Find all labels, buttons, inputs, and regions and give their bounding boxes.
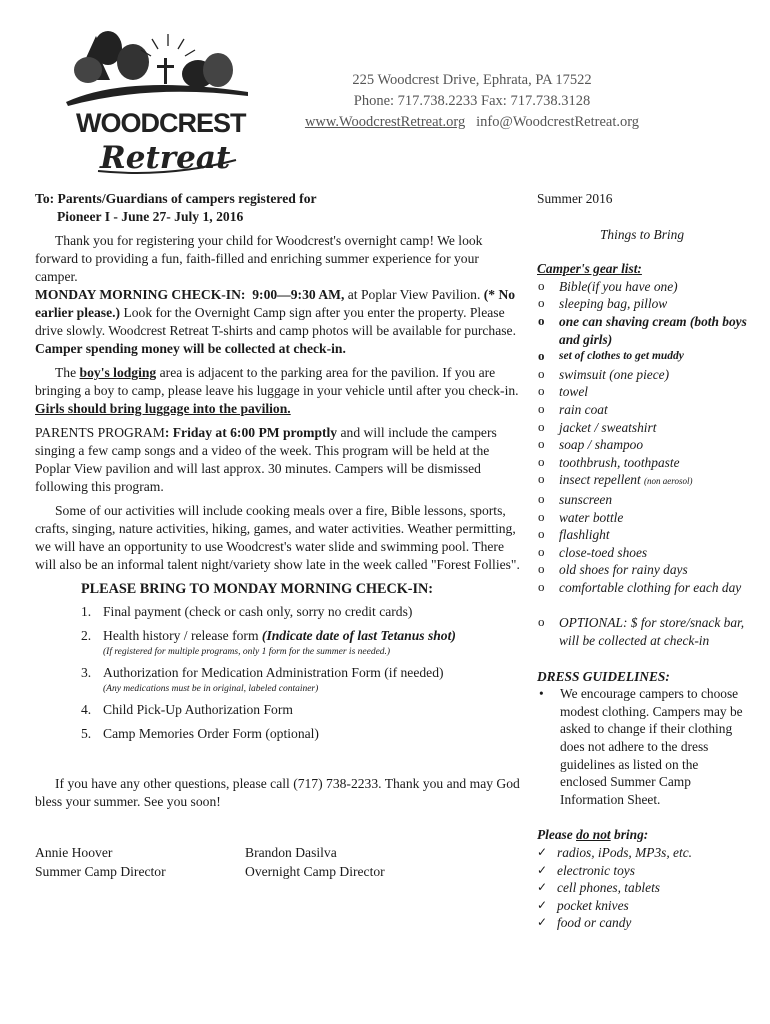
gear-item: o toothbrush, toothpaste (537, 454, 747, 472)
website-link[interactable]: www.WoodcrestRetreat.org (304, 114, 466, 130)
optional-list (537, 614, 747, 649)
do-not-bring-heading: Please do not bring: (537, 827, 649, 843)
do-not-bring-item: ✓ radios, iPods, MP3s, etc. (537, 844, 747, 862)
bring-item: 4. Child Pick-Up Authorization Form (81, 702, 293, 717)
logo-wordmark: WOODCREST (76, 108, 246, 138)
letter-body (35, 190, 521, 881)
session-line: Pioneer I - June 27- July 1, 2016 (57, 209, 244, 224)
bring-heading: PLEASE BRING TO MONDAY MORNING CHECK-IN: (81, 581, 433, 597)
dress-heading: DRESS GUIDELINES: (537, 668, 670, 684)
gear-item: o comfortable clothing for each day (537, 579, 747, 597)
gear-item: o old shoes for rainy days (537, 561, 747, 579)
gear-item: o Bible(if you have one) (537, 278, 747, 296)
gear-item: o close-toed shoes (537, 544, 747, 562)
gear-item: o water bottle (537, 509, 747, 527)
woodcrest-logo (58, 28, 263, 178)
bring-item: 3. Authorization for Medication Administration Form (if needed) (Any medications must be in original, labeled container) (81, 665, 444, 694)
do-not-bring-list (537, 844, 747, 932)
things-to-bring-title: Things to Bring (599, 226, 685, 242)
gear-item: o rain coat (537, 401, 747, 419)
logo-script: Retreat (100, 140, 231, 176)
do-not-bring-item: ✓ food or candy (537, 914, 747, 932)
signature-block (35, 843, 245, 881)
checkin-paragraph: MONDAY MORNING CHECK-IN: 9:00—9:30 AM, at Poplar View Pavilion. (* No earlier please.) Look for the Overnight Camp sign after you enter the property. Please drive slowly. Woodcrest Retreat T-shirts and camp photos will be available for purchase. Camper spending money will be collected at check-in. (35, 287, 516, 356)
signer-name: Annie Hoover (35, 845, 113, 860)
activities-paragraph: Some of our activities will include cooking meals over a fire, Bible lessons, sports, crafts, singing, nature activities, hiking, games, and water activities. Weather permitting, we will have an opportunity to use Woodcrest's water slide and swimming pool. There will also be an informal talent night/variety show late in the week called "Forest Follies". (35, 503, 520, 572)
do-not-bring-item: ✓ pocket knives (537, 897, 747, 915)
gear-item: o jacket / sweatshirt (537, 419, 747, 437)
lodging-paragraph: The boy's lodging area is adjacent to the parking area for the pavilion. If you are bringing a boy to camp, please leave his luggage in your vehicle until after you check-in. Girls should bring luggage into the pavilion. (35, 365, 519, 416)
do-not-bring-item: ✓ cell phones, tablets (537, 879, 747, 897)
gear-item: o soap / shampoo (537, 436, 747, 454)
gear-item: o towel (537, 383, 747, 401)
signature-block (245, 843, 385, 881)
gear-list (537, 278, 747, 597)
gear-item: o swimsuit (one piece) (537, 366, 747, 384)
bring-item: 1. Final payment (check or cash only, sorry no credit cards) (81, 604, 413, 619)
phone-fax-line: Phone: 717.738.2233 Fax: 717.738.3128 (353, 93, 591, 109)
signer-name: Brandon Dasilva (245, 845, 337, 860)
bring-list (35, 603, 521, 743)
gear-item: o sunscreen (537, 491, 747, 509)
gear-item: o sleeping bag, pillow (537, 295, 747, 313)
gear-item: o set of clothes to get muddy (537, 348, 747, 366)
gear-item: o flashlight (537, 526, 747, 544)
email-address[interactable]: info@WoodcrestRetreat.org (476, 114, 640, 130)
do-not-bring-item: ✓ electronic toys (537, 862, 747, 880)
signer-title: Summer Camp Director (35, 864, 166, 879)
gear-item: o one can shaving cream (both boys and girls) (537, 313, 747, 348)
web-email-line (272, 114, 672, 131)
bring-item: 5. Camp Memories Order Form (optional) (81, 726, 319, 741)
intro-paragraph: Thank you for registering your child for Woodcrest's overnight camp! We look forward to providing a fun, faith-filled and enriching summer experience for your camper. (35, 233, 483, 284)
sidebar (537, 190, 747, 932)
closing-paragraph: If you have any other questions, please call (717) 738-2233. Thank you and may God bless your summer. See you soon! (35, 776, 520, 809)
gear-item: o insect repellent (non aerosol) (537, 471, 747, 491)
to-line: To: Parents/Guardians of campers registered for (35, 191, 317, 206)
season-label: Summer 2016 (537, 191, 613, 206)
parents-program-paragraph: PARENTS PROGRAM: Friday at 6:00 PM promptly and will include the campers singing a few camp songs and a video of the week. This program will be held at the Poplar View pavilion and will last approx. 30 minutes. Campers will be dismissed following this program. (35, 425, 497, 494)
optional-item: o OPTIONAL: $ for store/snack bar, will be collected at check-in (537, 614, 747, 649)
signatures (35, 843, 521, 881)
gear-heading: Camper's gear list: (537, 261, 642, 277)
address-line: 225 Woodcrest Drive, Ephrata, PA 17522 (352, 72, 592, 88)
bring-item: 2. Health history / release form (Indicate date of last Tetanus shot) (If registered for multiple programs, only 1 form for the summer is needed.) (81, 628, 456, 657)
dress-list (537, 685, 747, 808)
dress-item: • We encourage campers to choose modest clothing. Campers may be asked to change if their clothing does not adhere to the dress guidelines as listed on the enclosed Summer Camp Information Sheet. (537, 685, 747, 808)
signer-title: Overnight Camp Director (245, 864, 385, 879)
